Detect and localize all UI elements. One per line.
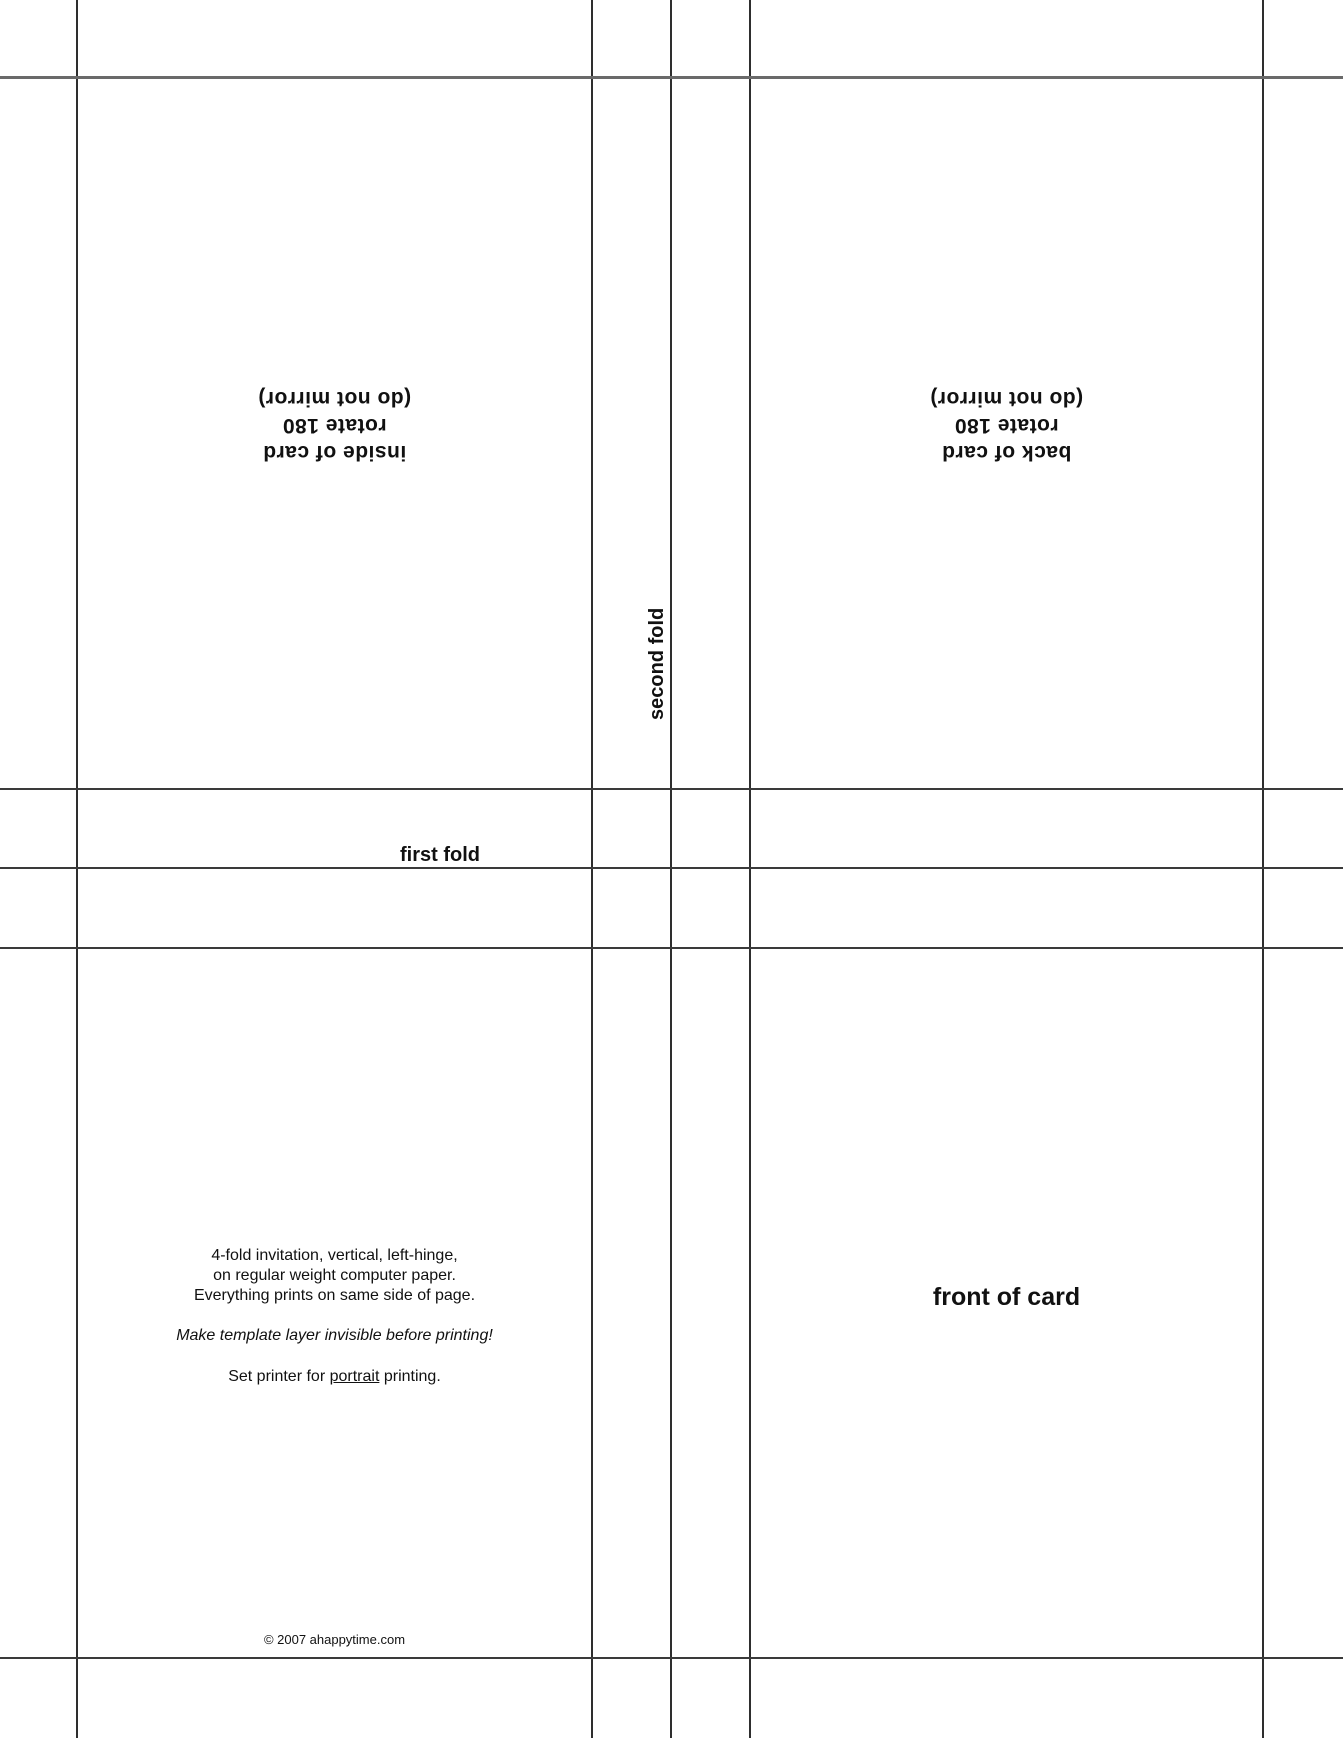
copyright-text: © 2007 ahappytime.com [263, 1632, 406, 1647]
instruction-line-1: 4-fold invitation, vertical, left-hinge, [211, 1247, 458, 1264]
first-fold-line-lower [0, 867, 1343, 869]
first-fold-label: first fold [400, 844, 480, 866]
back-of-card-label [750, 385, 1263, 466]
printer-suffix: printing. [379, 1368, 441, 1385]
template-layer-note: Make template layer invisible before printing! [176, 1327, 493, 1344]
portrait-underlined: portrait [329, 1368, 380, 1385]
printer-prefix: Set printer for [228, 1368, 330, 1385]
second-fold-line-right [749, 0, 751, 1738]
first-fold-line-upper [0, 788, 1343, 790]
right-margin-line [1262, 0, 1264, 1738]
second-fold-line-left [591, 0, 593, 1738]
printing-instructions [77, 1246, 592, 1387]
back-label-line-2: rotate 180 [954, 414, 1059, 437]
instruction-line-3: Everything prints on same side of page. [193, 1287, 476, 1304]
inside-label-line-3: (do not mirror) [257, 387, 412, 410]
inside-label-line-1: inside of card [262, 441, 407, 464]
printer-setting-line [77, 1367, 592, 1387]
left-margin-line [76, 0, 78, 1738]
front-of-card-label: front of card [932, 1283, 1081, 1311]
bottom-margin-line [0, 1657, 1343, 1659]
center-vertical-line [670, 0, 672, 1738]
instruction-line-2: on regular weight computer paper. [213, 1267, 456, 1284]
top-margin-line [0, 76, 1343, 79]
back-label-line-3: (do not mirror) [929, 387, 1084, 410]
inside-label-line-2: rotate 180 [282, 414, 387, 437]
inside-of-card-label [77, 385, 592, 466]
horizontal-guide-line [0, 947, 1343, 949]
back-label-line-1: back of card [941, 441, 1072, 464]
second-fold-label: second fold [646, 607, 668, 720]
